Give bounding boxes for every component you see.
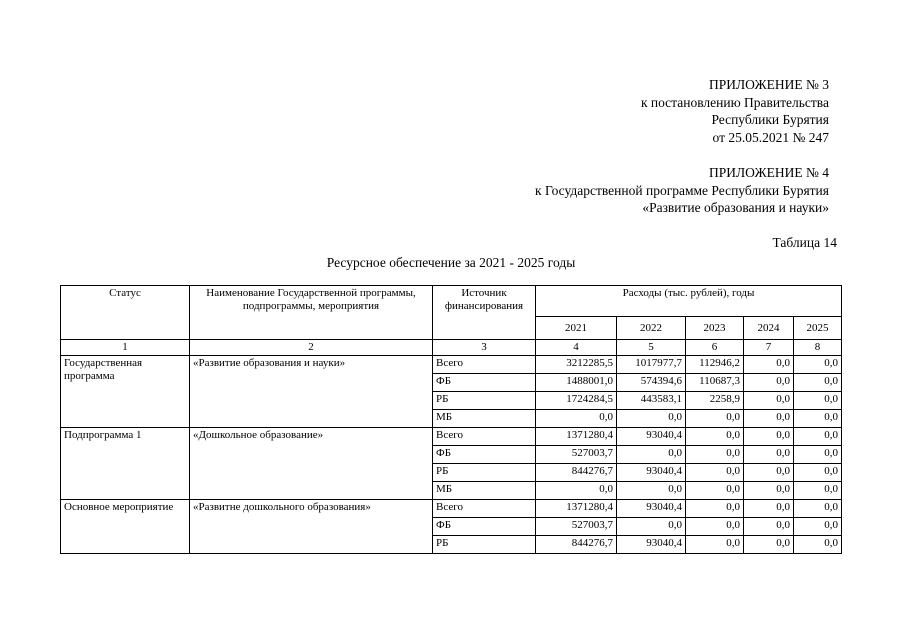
row-value: 0,0 <box>744 500 794 518</box>
appendix-4-block <box>535 164 829 217</box>
row-value: 0,0 <box>686 446 744 464</box>
appendix-3-date: от 25.05.2021 № 247 <box>712 129 829 145</box>
row-value: 0,0 <box>744 446 794 464</box>
header-expenses: Расходы (тыс. рублей), годы <box>536 286 842 317</box>
row-value: 3212285,5 <box>536 356 617 374</box>
row-value: 0,0 <box>794 536 842 554</box>
header-year: 2021 <box>536 317 617 340</box>
row-source: ФБ <box>433 446 536 464</box>
row-value: 0,0 <box>794 374 842 392</box>
row-value: 1371280,4 <box>536 428 617 446</box>
header-year: 2022 <box>617 317 686 340</box>
column-number: 1 <box>61 340 190 356</box>
appendix-4-title: ПРИЛОЖЕНИЕ № 4 <box>708 165 829 180</box>
row-value: 844276,7 <box>536 464 617 482</box>
row-value: 0,0 <box>744 482 794 500</box>
row-value: 1724284,5 <box>536 392 617 410</box>
header-year: 2024 <box>744 317 794 340</box>
row-value: 0,0 <box>744 356 794 374</box>
row-value: 93040,4 <box>617 428 686 446</box>
row-value: 2258,9 <box>686 392 744 410</box>
row-status: Подпрограмма 1 <box>61 428 190 500</box>
column-number-row <box>61 340 842 356</box>
row-source: Всего <box>433 428 536 446</box>
row-source: РБ <box>433 464 536 482</box>
row-value: 0,0 <box>744 464 794 482</box>
row-value: 0,0 <box>794 356 842 374</box>
row-value: 0,0 <box>617 518 686 536</box>
row-value: 0,0 <box>794 500 842 518</box>
appendix-3-line: к постановлению Правительства <box>640 94 829 110</box>
row-value: 93040,4 <box>617 536 686 554</box>
row-value: 0,0 <box>686 482 744 500</box>
header-year: 2025 <box>794 317 842 340</box>
row-value: 0,0 <box>686 428 744 446</box>
row-value: 93040,4 <box>617 464 686 482</box>
row-source: ФБ <box>433 518 536 536</box>
table-title-wrap <box>0 255 905 271</box>
row-value: 1017977,7 <box>617 356 686 374</box>
row-value: 0,0 <box>744 428 794 446</box>
table-label: Таблица 14 <box>772 235 837 250</box>
header-year: 2023 <box>686 317 744 340</box>
row-source: МБ <box>433 482 536 500</box>
column-number: 2 <box>190 340 433 356</box>
row-value: 844276,7 <box>536 536 617 554</box>
appendix-3-title: ПРИЛОЖЕНИЕ № 3 <box>708 77 829 92</box>
row-value: 0,0 <box>744 518 794 536</box>
row-value: 0,0 <box>794 410 842 428</box>
row-value: 0,0 <box>686 518 744 536</box>
header-name: Наименование Государственной программы, подпрограммы, мероприятия <box>190 286 433 340</box>
header-status: Статус <box>61 286 190 340</box>
row-value: 93040,4 <box>617 500 686 518</box>
column-number: 8 <box>794 340 842 356</box>
row-value: 0,0 <box>686 536 744 554</box>
row-value: 0,0 <box>744 374 794 392</box>
row-source: РБ <box>433 392 536 410</box>
row-value: 0,0 <box>686 410 744 428</box>
appendix-3-block <box>641 76 829 146</box>
row-value: 0,0 <box>617 482 686 500</box>
row-value: 0,0 <box>617 446 686 464</box>
row-source: Всего <box>433 356 536 374</box>
appendix-3-line: Республики Бурятия <box>711 112 829 127</box>
row-value: 0,0 <box>794 428 842 446</box>
row-value: 527003,7 <box>536 446 617 464</box>
row-value: 0,0 <box>794 518 842 536</box>
table-row <box>61 500 842 518</box>
row-value: 574394,6 <box>617 374 686 392</box>
row-name: «Развитне дошкольного образования» <box>190 500 433 554</box>
row-value: 0,0 <box>536 410 617 428</box>
row-value: 0,0 <box>536 482 617 500</box>
row-value: 1371280,4 <box>536 500 617 518</box>
row-value: 0,0 <box>686 500 744 518</box>
row-status: Государственная программа <box>61 356 190 428</box>
resource-table <box>60 285 842 554</box>
row-value: 527003,7 <box>536 518 617 536</box>
row-source: Всего <box>433 500 536 518</box>
column-number: 3 <box>433 340 536 356</box>
row-value: 0,0 <box>794 464 842 482</box>
row-value: 0,0 <box>686 464 744 482</box>
table-row <box>61 428 842 446</box>
row-value: 0,0 <box>794 446 842 464</box>
column-number: 5 <box>617 340 686 356</box>
table-row <box>61 356 842 374</box>
appendix-4-line: «Развитие образования и науки» <box>642 200 829 215</box>
row-source: ФБ <box>433 374 536 392</box>
row-value: 1488001,0 <box>536 374 617 392</box>
row-name: «Дошкольное образование» <box>190 428 433 500</box>
row-value: 0,0 <box>744 536 794 554</box>
row-value: 0,0 <box>744 392 794 410</box>
row-value: 112946,2 <box>686 356 744 374</box>
row-status: Основное мероприятие <box>61 500 190 554</box>
row-value: 443583,1 <box>617 392 686 410</box>
row-value: 110687,3 <box>686 374 744 392</box>
table-body <box>61 340 842 554</box>
row-value: 0,0 <box>744 410 794 428</box>
row-value: 0,0 <box>794 392 842 410</box>
row-source: РБ <box>433 536 536 554</box>
column-number: 7 <box>744 340 794 356</box>
table-title: Ресурсное обеспечение за 2021 - 2025 годы <box>326 255 576 270</box>
row-source: МБ <box>433 410 536 428</box>
column-number: 4 <box>536 340 617 356</box>
column-number: 6 <box>686 340 744 356</box>
row-value: 0,0 <box>617 410 686 428</box>
row-name: «Развитие образования и науки» <box>190 356 433 428</box>
appendix-4-line: к Государственной программе Республики Бурятия <box>535 182 829 198</box>
row-value: 0,0 <box>794 482 842 500</box>
header-source: Источник финансирования <box>433 286 536 340</box>
